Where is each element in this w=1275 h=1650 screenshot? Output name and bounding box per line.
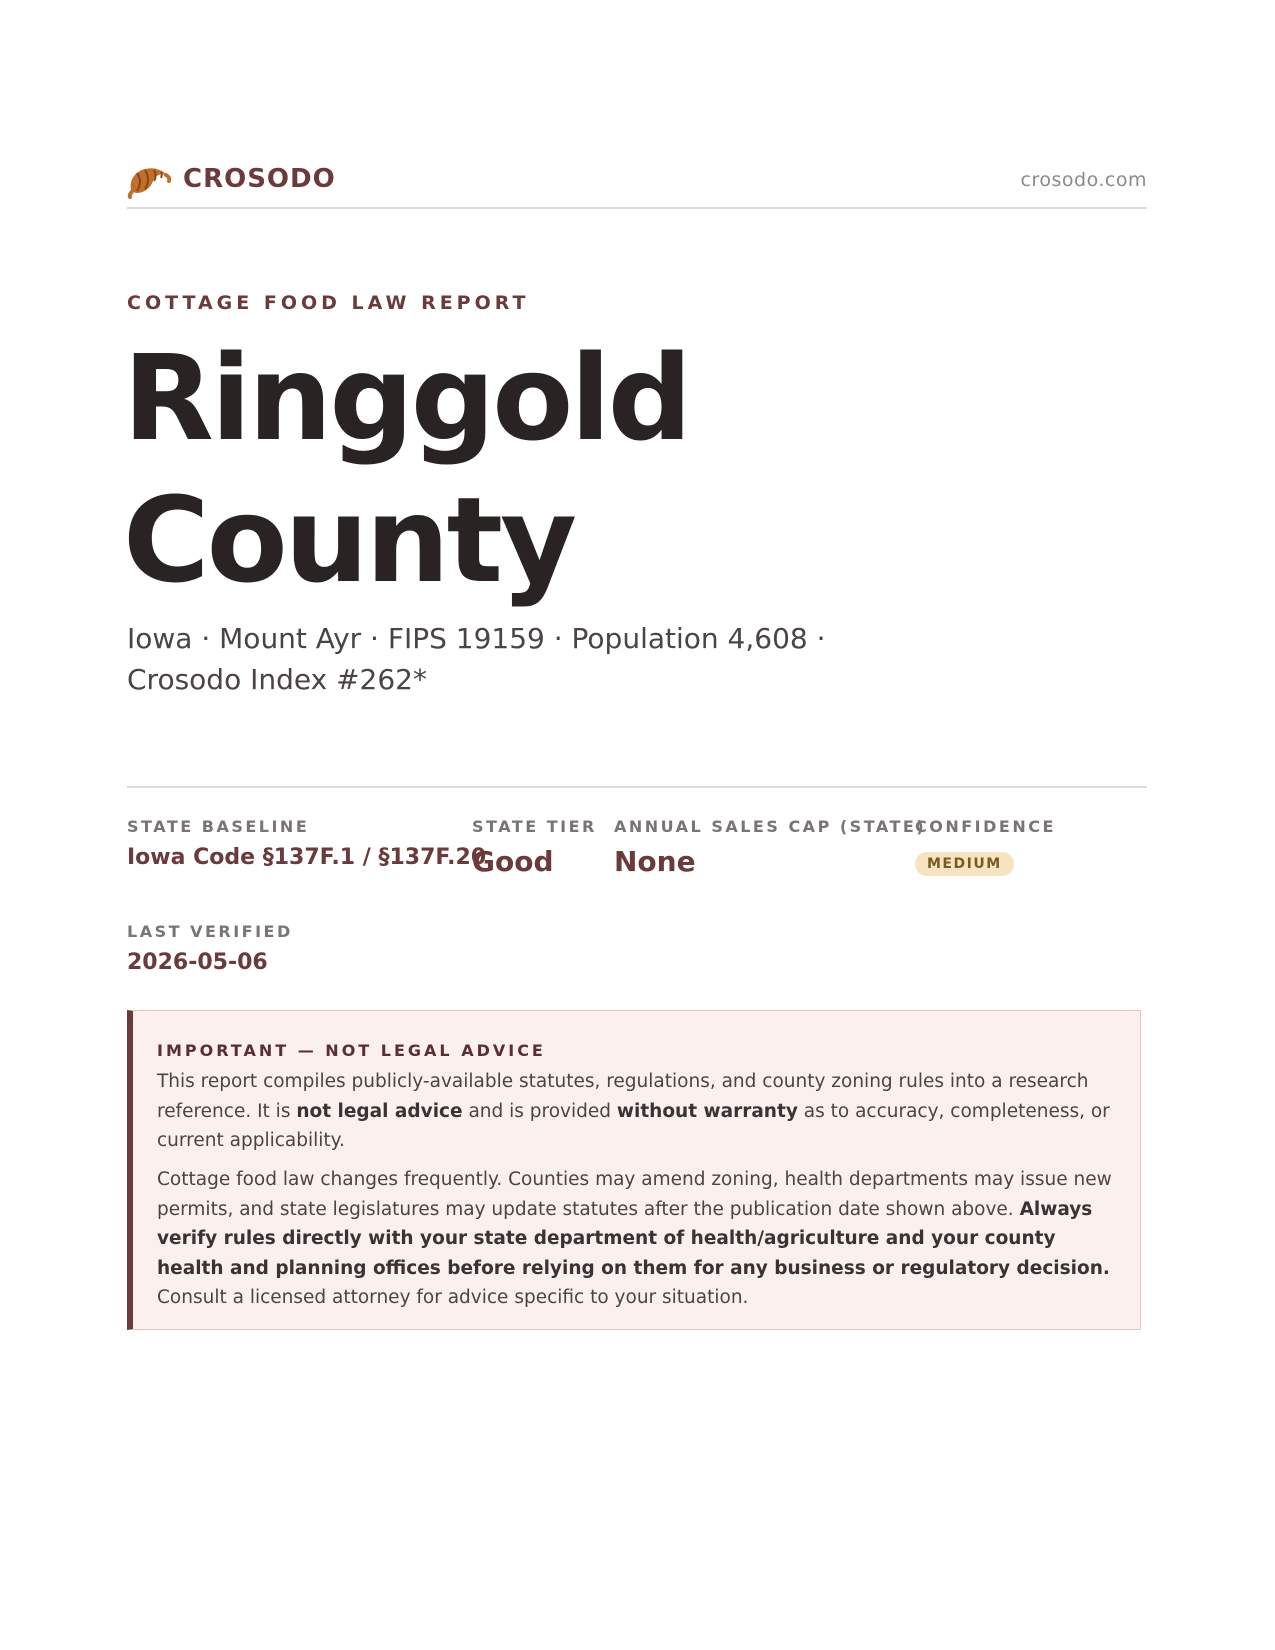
brand[interactable] [127,159,336,199]
croissant-icon [127,159,171,199]
state-tier-label: STATE TIER [472,817,597,836]
section-divider [127,786,1147,788]
report-eyebrow: COTTAGE FOOD LAW REPORT [127,292,530,314]
notice-heading: IMPORTANT — NOT LEGAL ADVICE [157,1041,546,1060]
legal-notice [127,1010,1141,1330]
report-subtitle: Iowa · Mount Ayr · FIPS 19159 · Population 4,608 · Crosodo Index #262* [127,622,826,696]
state-baseline-value: Iowa Code §137F.1 / §137F.20 [127,845,487,870]
notice-paragraph-1: This report compiles publicly-available statutes, regulations, and county zoning rules into a research reference. It is not legal advice and is provided without warranty as to accuracy, completeness, or current applicability. [157,1071,1110,1151]
last-verified-label: LAST VERIFIED [127,922,293,941]
confidence-label: CONFIDENCE [915,817,1056,836]
sales-cap-value: None [614,845,696,878]
brand-name: CROSODO [183,164,336,194]
page-title: Ringgold County [123,329,690,609]
notice-paragraph-2: Cottage food law changes frequently. Counties may amend zoning, health departments may issue new permits, and state legislatures may update statutes after the publication date shown above. Always verify rules directly with your state department of health/agriculture and your county health and planning offices before relying on them for any business or regulatory decision. Consult a licensed attorney for advice specific to your situation. [157,1169,1112,1308]
last-verified-value: 2026-05-06 [127,950,268,975]
sales-cap-label: ANNUAL SALES CAP (STATE) [614,817,927,836]
site-link[interactable]: crosodo.com [1020,169,1147,191]
state-tier-value: Good [472,845,554,878]
confidence-badge: MEDIUM [915,852,1014,876]
report-header [127,155,1147,209]
state-baseline-label: STATE BASELINE [127,817,310,836]
